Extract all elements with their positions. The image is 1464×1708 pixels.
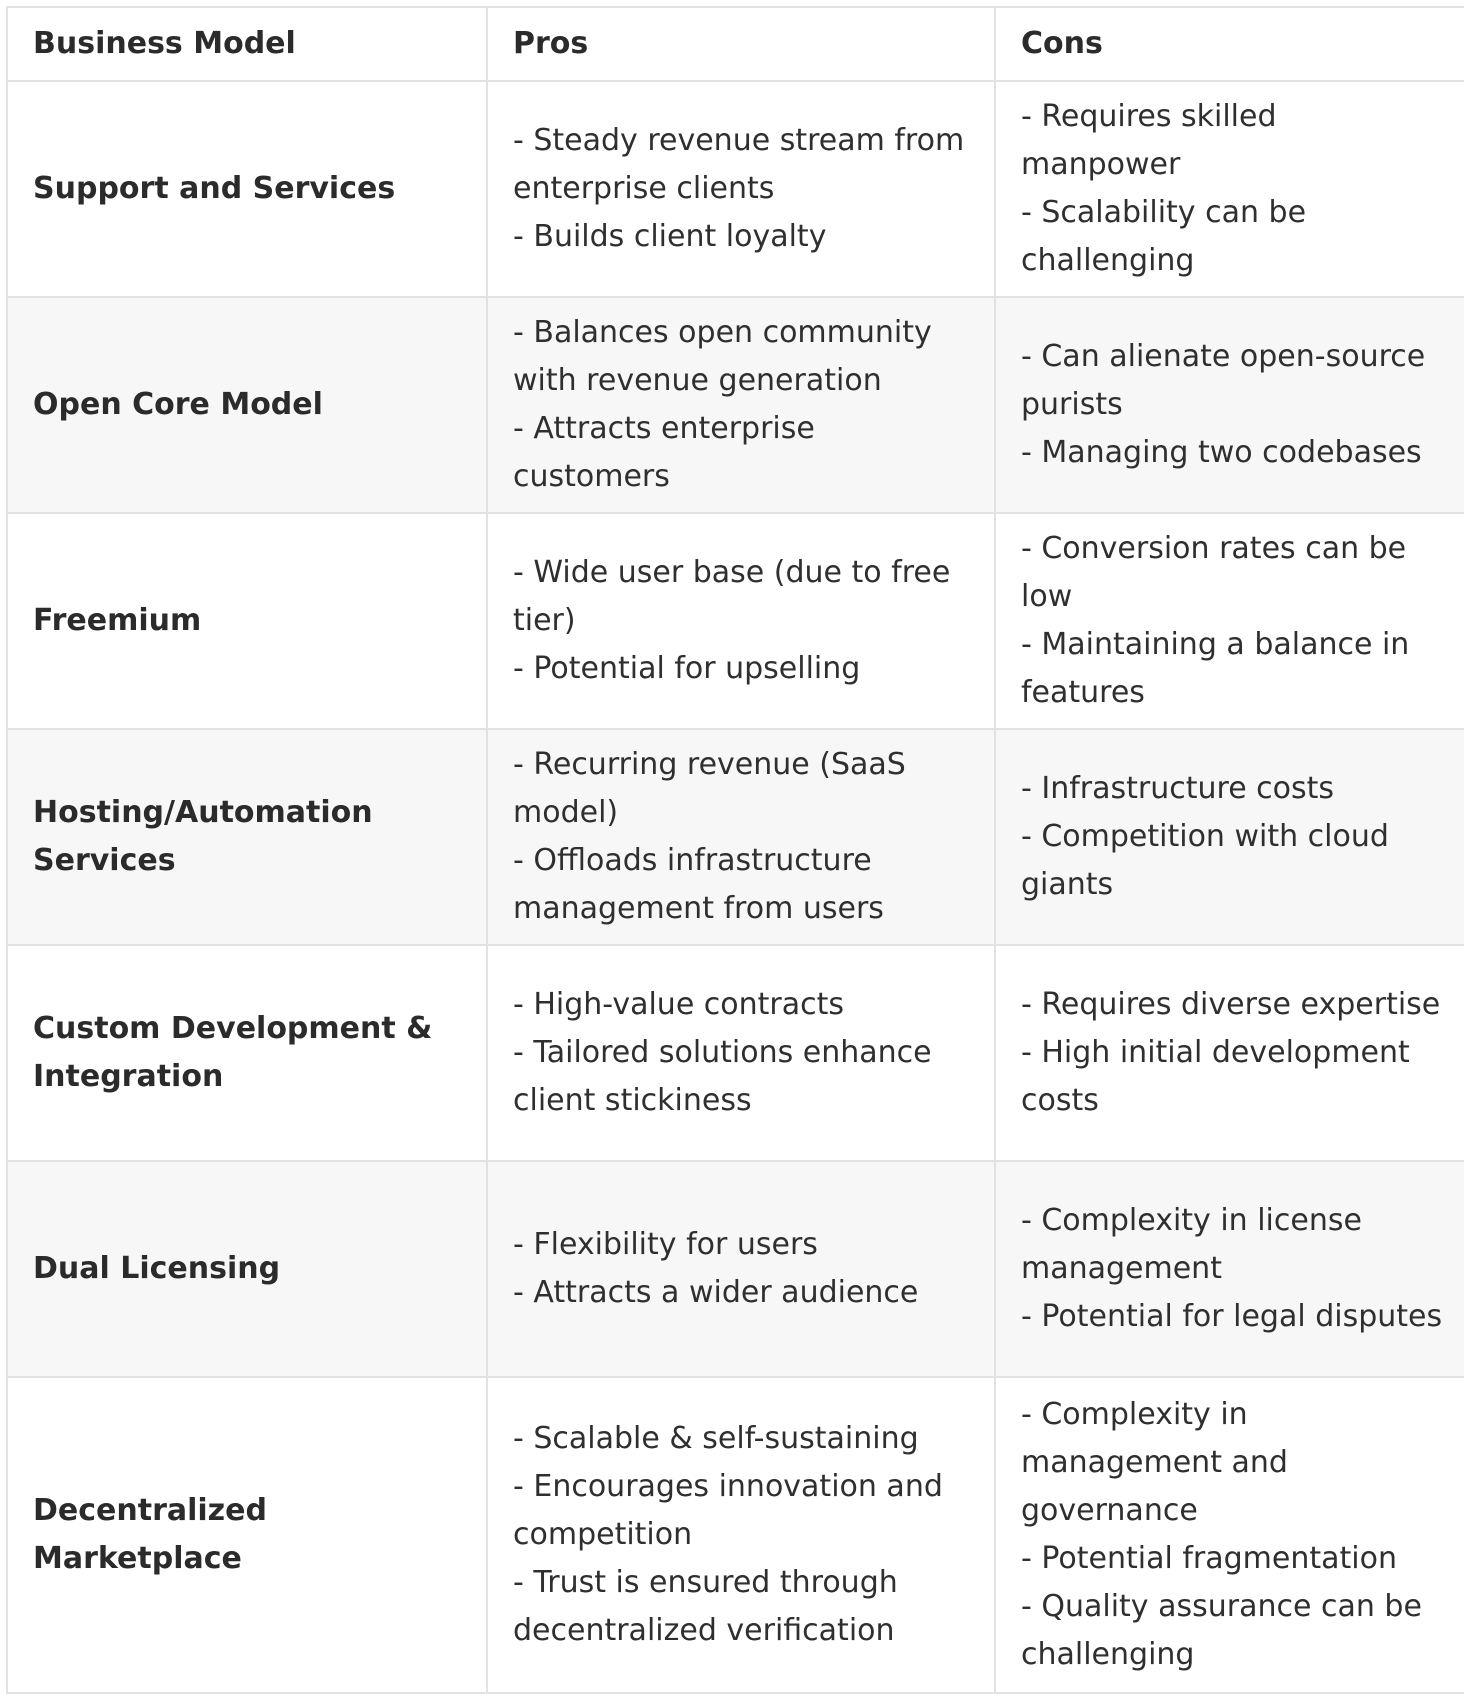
pros-item: - Recurring revenue (SaaS model) <box>513 747 906 830</box>
cons-item: - Potential fragmentation <box>1021 1541 1397 1576</box>
cons-cell <box>995 297 1464 513</box>
pros-item: - Attracts a wider audience <box>513 1275 919 1310</box>
cons-item: - Conversion rates can be low <box>1021 531 1407 614</box>
model-cell: Freemium <box>7 513 487 729</box>
header-cons: Cons <box>995 7 1464 81</box>
pros-item: - High-value contracts <box>513 987 845 1022</box>
model-cell: Dual Licensing <box>7 1161 487 1377</box>
pros-cell <box>487 1161 995 1377</box>
table-row <box>7 513 1464 729</box>
cons-cell <box>995 1161 1464 1377</box>
model-cell: Support and Services <box>7 81 487 297</box>
pros-item: - Flexibility for users <box>513 1227 818 1262</box>
business-model-table <box>6 6 1464 1694</box>
pros-cell <box>487 729 995 945</box>
cons-item: - Can alienate open-source purists <box>1021 339 1426 422</box>
cons-item: - Requires diverse expertise <box>1021 987 1441 1022</box>
header-row <box>7 7 1464 81</box>
pros-item: - Builds client loyalty <box>513 219 827 254</box>
cons-item: - Requires skilled manpower <box>1021 99 1277 182</box>
model-cell: Open Core Model <box>7 297 487 513</box>
cons-item: - Quality assurance can be challenging <box>1021 1589 1422 1672</box>
pros-item: - Tailored solutions enhance client stickiness <box>513 1035 932 1118</box>
pros-item: - Potential for upselling <box>513 651 861 686</box>
table-row <box>7 1161 1464 1377</box>
model-cell: Decentralized Marketplace <box>7 1377 487 1693</box>
table-row <box>7 297 1464 513</box>
cons-item: - Competition with cloud giants <box>1021 819 1389 902</box>
pros-item: - Steady revenue stream from enterprise clients <box>513 123 965 206</box>
cons-item: - Scalability can be challenging <box>1021 195 1307 278</box>
pros-item: - Scalable & self-sustaining <box>513 1421 919 1456</box>
business-model-table-container <box>6 6 1464 1694</box>
cons-item: - Potential for legal disputes <box>1021 1299 1443 1334</box>
pros-item: - Offloads infrastructure management from users <box>513 843 884 926</box>
pros-item: - Encourages innovation and competition <box>513 1469 943 1552</box>
pros-item: - Wide user base (due to free tier) <box>513 555 951 638</box>
pros-item: - Trust is ensured through decentralized verification <box>513 1565 898 1648</box>
pros-cell <box>487 81 995 297</box>
table-row <box>7 81 1464 297</box>
table-row <box>7 1377 1464 1693</box>
model-cell: Hosting/Automation Services <box>7 729 487 945</box>
cons-cell <box>995 945 1464 1161</box>
cons-cell <box>995 1377 1464 1693</box>
pros-cell <box>487 945 995 1161</box>
pros-item: - Attracts enterprise customers <box>513 411 815 494</box>
table-row <box>7 945 1464 1161</box>
cons-item: - Managing two codebases <box>1021 435 1422 470</box>
header-business-model: Business Model <box>7 7 487 81</box>
cons-item: - Maintaining a balance in features <box>1021 627 1410 710</box>
cons-cell <box>995 729 1464 945</box>
pros-cell <box>487 297 995 513</box>
cons-item: - Infrastructure costs <box>1021 771 1335 806</box>
cons-cell <box>995 513 1464 729</box>
cons-item: - Complexity in management and governance <box>1021 1397 1288 1528</box>
table-row <box>7 729 1464 945</box>
pros-cell <box>487 513 995 729</box>
cons-item: - Complexity in license management <box>1021 1203 1362 1286</box>
pros-cell <box>487 1377 995 1693</box>
model-cell: Custom Development & Integration <box>7 945 487 1161</box>
header-pros: Pros <box>487 7 995 81</box>
pros-item: - Balances open community with revenue generation <box>513 315 932 398</box>
cons-item: - High initial development costs <box>1021 1035 1410 1118</box>
cons-cell <box>995 81 1464 297</box>
